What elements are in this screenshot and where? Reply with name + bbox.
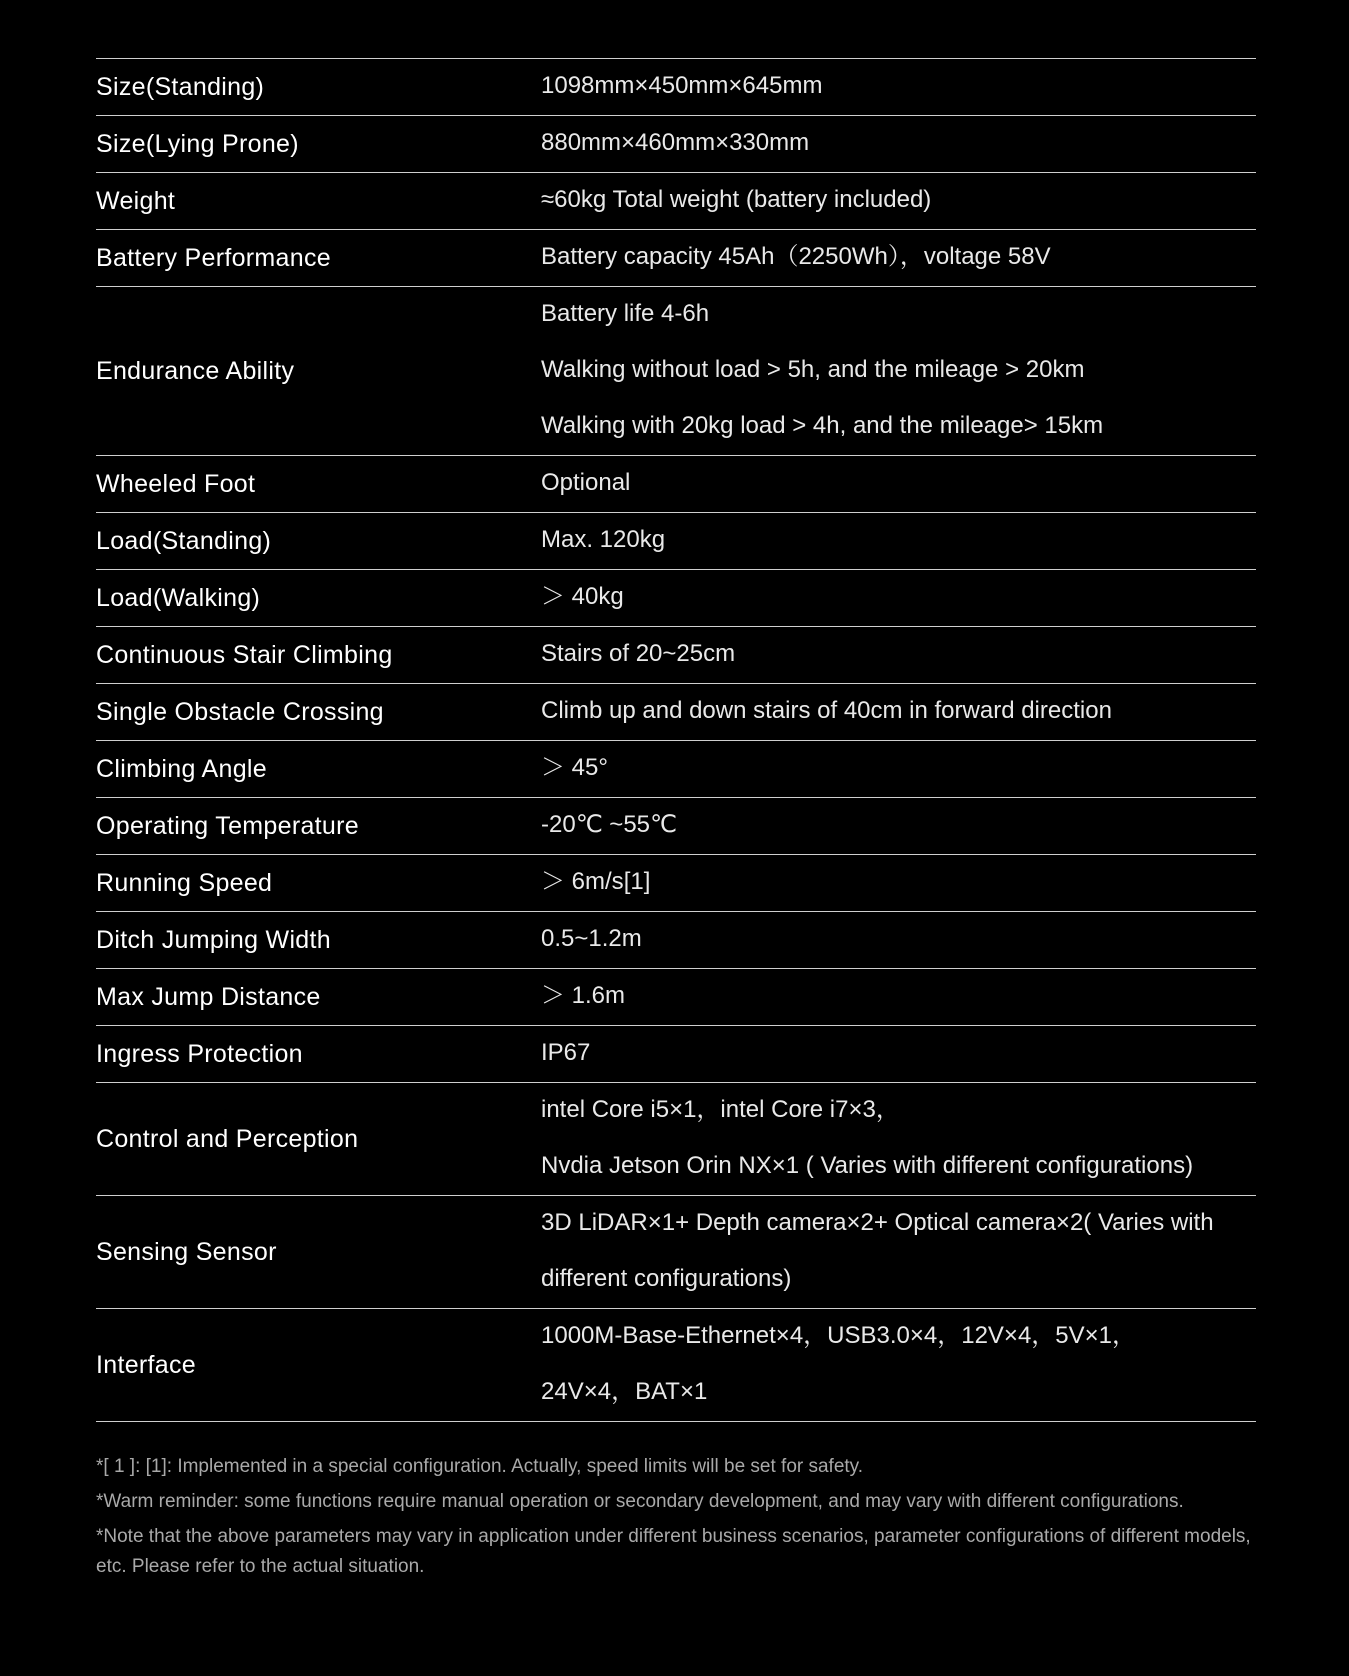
spec-value-text: Nvdia Jetson Orin NX×1 ( Varies with different configurations): [541, 1152, 1194, 1179]
spec-value-line: [541, 626, 1256, 682]
spec-row: [96, 741, 1256, 798]
spec-value-line: [541, 1082, 1256, 1138]
spec-value-cell: [541, 513, 1256, 570]
spec-value-cell: [541, 741, 1256, 798]
spec-row: [96, 173, 1256, 230]
spec-value-cell: [541, 912, 1256, 969]
spec-value-line: [541, 342, 1256, 398]
spec-value-line: [541, 286, 1256, 342]
spec-row: [96, 1309, 1256, 1422]
footnote-item: *[ 1 ]: [1]: Implemented in a special configuration. Actually, speed limits will be set for safety.: [96, 1456, 864, 1477]
spec-value-text: 1000M-Base-Ethernet×4，USB3.0×4，12V×4，5V×1，: [541, 1322, 1137, 1349]
spec-row: [96, 969, 1256, 1026]
spec-value-text: ＞ 40kg: [541, 583, 624, 610]
spec-value-text: 0.5~1.2m: [541, 925, 642, 952]
spec-value-line: [541, 115, 1256, 171]
spec-sheet: [96, 58, 1256, 1587]
spec-value-cell: [541, 969, 1256, 1026]
spec-value-line: [541, 740, 1256, 796]
spec-label: Ingress Protection: [96, 1039, 303, 1068]
spec-value-line: [541, 1251, 1256, 1307]
spec-value-cell: [541, 287, 1256, 456]
spec-row: [96, 1026, 1256, 1083]
spec-value-text: ＞ 6m/s: [541, 868, 624, 895]
spec-row: [96, 798, 1256, 855]
spec-label: Continuous Stair Climbing: [96, 640, 393, 669]
spec-value-line: [541, 1138, 1256, 1194]
spec-row: [96, 287, 1256, 456]
spec-value-line: [541, 797, 1256, 853]
spec-value-text: Battery life 4-6h: [541, 300, 710, 327]
spec-value-line: [541, 1308, 1256, 1364]
spec-value-text: ＞ 45°: [541, 754, 608, 781]
spec-value-cell: [541, 1309, 1256, 1422]
spec-value-text: different configurations): [541, 1265, 792, 1292]
spec-row: [96, 627, 1256, 684]
spec-value-text: IP67: [541, 1039, 591, 1066]
spec-value-cell: [541, 456, 1256, 513]
spec-row: [96, 456, 1256, 513]
spec-label: Size(Lying Prone): [96, 129, 299, 158]
spec-row: [96, 116, 1256, 173]
spec-value-cell: [541, 798, 1256, 855]
spec-value-line: [541, 854, 1256, 910]
spec-label: Control and Perception: [96, 1124, 359, 1153]
spec-label: Load(Standing): [96, 526, 272, 555]
spec-value-line: [541, 455, 1256, 511]
spec-label: Endurance Ability: [96, 356, 295, 385]
spec-value-text: Optional: [541, 469, 631, 496]
spec-value-text: intel Core i5×1，intel Core i7×3，: [541, 1096, 900, 1123]
spec-label: Climbing Angle: [96, 754, 267, 783]
spec-row: [96, 59, 1256, 116]
spec-value-line: [541, 569, 1256, 625]
spec-value-line: [541, 1364, 1256, 1420]
spec-value-cell: [541, 173, 1256, 230]
spec-value-text: Walking without load > 5h, and the mileage > 20km: [541, 356, 1085, 383]
spec-value-cell: [541, 230, 1256, 287]
spec-value-text: 1098mm×450mm×645mm: [541, 72, 823, 99]
spec-value-line: [541, 911, 1256, 967]
spec-value-line: [541, 398, 1256, 454]
spec-value-line: [541, 1195, 1256, 1251]
footnote-item: *Warm reminder: some functions require manual operation or secondary development, and may vary with different configurations.: [96, 1491, 1184, 1512]
spec-row: [96, 684, 1256, 741]
spec-value-text: Max. 120kg: [541, 526, 666, 553]
footnote-item: *Note that the above parameters may vary in application under different business scenarios, parameter configurations of different models, etc. Please refer to the actual situation.: [96, 1526, 1251, 1577]
footnote-reference: [1]: [623, 868, 651, 895]
spec-label: Load(Walking): [96, 583, 261, 612]
spec-value-text: ＞ 1.6m: [541, 982, 626, 1009]
spec-value-text: Stairs of 20~25cm: [541, 640, 736, 667]
spec-label: Battery Performance: [96, 243, 331, 272]
spec-label: Size(Standing): [96, 72, 265, 101]
spec-value-line: [541, 172, 1256, 228]
spec-value-line: [541, 512, 1256, 568]
spec-row: [96, 855, 1256, 912]
specifications-table-body: [96, 59, 1256, 1422]
spec-row: [96, 570, 1256, 627]
spec-label: Ditch Jumping Width: [96, 925, 331, 954]
spec-label: Sensing Sensor: [96, 1237, 277, 1266]
spec-value-text: Climb up and down stairs of 40cm in forward direction: [541, 697, 1112, 724]
spec-value-cell: [541, 570, 1256, 627]
spec-label: Max Jump Distance: [96, 982, 321, 1011]
spec-row: [96, 513, 1256, 570]
spec-value-cell: [541, 1196, 1256, 1309]
footnotes: [96, 1452, 1256, 1582]
spec-value-text: Battery capacity 45Ah（2250Wh），voltage 58V: [541, 243, 1051, 270]
spec-label: Interface: [96, 1350, 196, 1379]
spec-value-cell: [541, 1083, 1256, 1196]
spec-row: [96, 912, 1256, 969]
spec-value-line: [541, 683, 1256, 739]
specifications-table: [96, 58, 1256, 1422]
spec-label: Running Speed: [96, 868, 273, 897]
spec-value-cell: [541, 59, 1256, 116]
spec-row: [96, 230, 1256, 287]
spec-value-text: 24V×4，BAT×1: [541, 1378, 708, 1405]
spec-row: [96, 1196, 1256, 1309]
spec-label: Weight: [96, 186, 176, 215]
spec-label: Wheeled Foot: [96, 469, 256, 498]
spec-value-cell: [541, 1026, 1256, 1083]
spec-value-text: ≈60kg Total weight (battery included): [541, 186, 932, 213]
spec-value-cell: [541, 855, 1256, 912]
spec-value-cell: [541, 116, 1256, 173]
spec-value-text: 880mm×460mm×330mm: [541, 129, 810, 156]
spec-row: [96, 1083, 1256, 1196]
spec-value-cell: [541, 684, 1256, 741]
spec-value-line: [541, 1025, 1256, 1081]
spec-label: Operating Temperature: [96, 811, 359, 840]
spec-value-line: [541, 229, 1256, 285]
spec-value-line: [541, 58, 1256, 114]
spec-value-text: Walking with 20kg load > 4h, and the mileage> 15km: [541, 412, 1104, 439]
spec-value-text: 3D LiDAR×1+ Depth camera×2+ Optical camera×2( Varies with: [541, 1209, 1214, 1236]
spec-value-cell: [541, 627, 1256, 684]
spec-value-line: [541, 968, 1256, 1024]
spec-label: Single Obstacle Crossing: [96, 697, 384, 726]
spec-value-text: -20℃ ~55℃: [541, 811, 677, 838]
